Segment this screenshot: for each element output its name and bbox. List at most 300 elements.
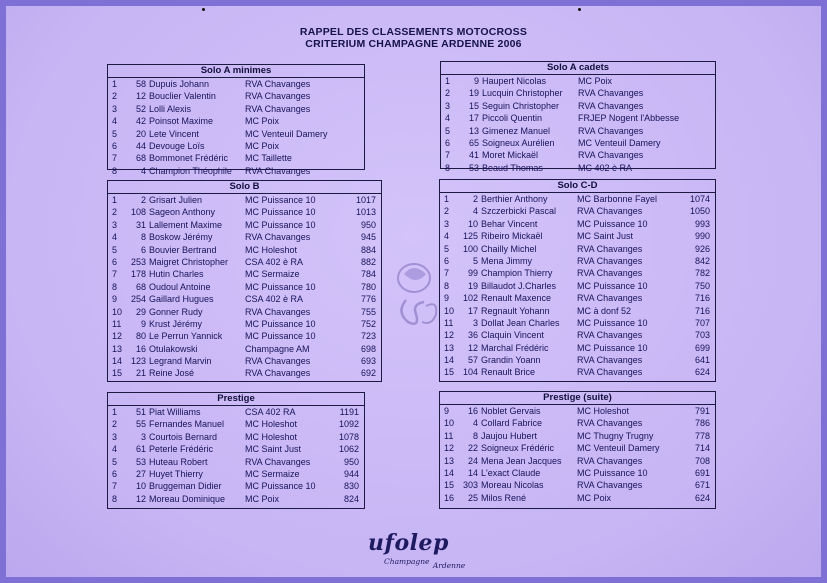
bib-number-cell: 51 — [135, 407, 146, 417]
rider-name-cell: Lolli Alexis — [149, 103, 192, 114]
points-cell: 945 — [360, 232, 376, 243]
table-row — [440, 467, 715, 479]
club-cell: MC Venteuil Damery — [245, 128, 328, 139]
table-row — [108, 468, 364, 480]
rider-name-cell: Collard Fabrice — [481, 418, 543, 429]
table-row — [440, 193, 715, 205]
points-cell: 1062 — [338, 444, 359, 455]
bib-number-cell: 102 — [462, 293, 478, 304]
table-row — [108, 456, 364, 468]
rank-cell: 7 — [112, 481, 118, 492]
rank-cell: 7 — [112, 269, 118, 280]
table-row — [441, 100, 715, 112]
rider-name-cell: Berthier Anthony — [481, 194, 548, 204]
club-cell: MC Sermaize — [245, 269, 300, 280]
points-cell: 1017 — [355, 195, 376, 205]
ufolep-logo-region — [384, 557, 466, 570]
rank-cell: 6 — [112, 468, 118, 479]
bib-number-cell: 42 — [135, 116, 146, 127]
bib-number-cell: 22 — [467, 443, 478, 454]
club-cell: RVA Chavanges — [578, 100, 644, 111]
rank-cell: 6 — [112, 256, 118, 267]
points-cell: 950 — [360, 219, 376, 230]
rank-cell: 4 — [444, 231, 450, 242]
rank-cell: 5 — [445, 125, 451, 136]
table-title: Solo A minimes — [108, 65, 364, 78]
points-cell: 723 — [360, 331, 376, 342]
table-row — [108, 244, 381, 256]
bib-number-cell: 5 — [472, 255, 478, 266]
bib-number-cell: 29 — [135, 306, 146, 317]
club-cell: RVA Chavanges — [245, 165, 311, 176]
bib-number-cell: 68 — [135, 153, 146, 164]
rank-cell: 9 — [444, 293, 450, 304]
club-cell: RVA Chavanges — [245, 356, 311, 367]
rank-cell: 6 — [444, 255, 450, 266]
table-row — [440, 455, 715, 467]
table-row — [440, 280, 715, 292]
rider-name-cell: Poinsot Maxime — [149, 116, 214, 127]
table-row — [441, 75, 715, 87]
rank-cell: 12 — [112, 331, 123, 342]
rider-name-cell: Piat Williams — [149, 407, 201, 417]
table-row — [108, 165, 364, 177]
points-cell: 624 — [694, 367, 710, 378]
bib-number-cell: 80 — [135, 331, 146, 342]
points-cell: 1050 — [689, 206, 710, 217]
club-cell: MC Holeshot — [245, 419, 298, 430]
table-row — [108, 115, 364, 127]
rider-name-cell: Peterle Frédéric — [149, 444, 214, 455]
club-cell: MC Taillette — [245, 153, 292, 164]
rider-name-cell: Krust Jérémy — [149, 318, 203, 329]
club-cell: MC Holeshot — [245, 244, 298, 255]
club-cell: RVA Chavanges — [577, 293, 643, 304]
rank-cell: 15 — [444, 367, 455, 378]
club-cell: RVA Chavanges — [245, 103, 311, 114]
rider-name-cell: Moreau Nicolas — [481, 480, 544, 491]
rank-cell: 13 — [112, 343, 123, 354]
table-row — [440, 267, 715, 279]
bib-number-cell: 104 — [462, 367, 478, 378]
table-row — [108, 355, 381, 367]
bib-number-cell: 10 — [467, 218, 478, 229]
rider-name-cell: Otulakowski — [149, 343, 198, 354]
table-row — [440, 243, 715, 255]
club-cell: RVA Chavanges — [577, 480, 643, 491]
rank-cell: 15 — [112, 368, 123, 379]
rank-cell: 3 — [112, 103, 118, 114]
rank-cell: 12 — [444, 330, 455, 341]
rank-cell: 1 — [444, 194, 450, 204]
rank-cell: 8 — [112, 281, 118, 292]
rider-name-cell: Le Perrun Yannick — [149, 331, 223, 342]
club-cell: MC Puissance 10 — [245, 331, 316, 342]
table-row — [440, 479, 715, 491]
table-row — [440, 430, 715, 442]
table-row — [440, 317, 715, 329]
rider-name-cell: Huteau Robert — [149, 456, 208, 467]
table-row — [440, 205, 715, 217]
table-prestige-suite — [439, 391, 716, 509]
table-row — [440, 230, 715, 242]
bib-number-cell: 254 — [130, 294, 146, 305]
club-cell: MC Thugny Trugny — [577, 430, 654, 441]
rank-cell: 8 — [112, 493, 118, 504]
bib-number-cell: 17 — [467, 305, 478, 316]
rank-cell: 5 — [112, 128, 118, 139]
bib-number-cell: 4 — [472, 206, 478, 217]
rank-cell: 1 — [112, 79, 118, 89]
rank-cell: 1 — [112, 407, 118, 417]
table-row — [440, 405, 715, 417]
table-solo-b — [107, 180, 382, 382]
scan-mark — [578, 8, 581, 11]
club-cell: MC Barbonne Fayel — [577, 194, 658, 204]
table-row — [108, 367, 381, 379]
table-row — [440, 492, 715, 504]
bib-number-cell: 57 — [467, 355, 478, 366]
bib-number-cell: 19 — [468, 88, 479, 99]
table-row — [108, 330, 381, 342]
rider-name-cell: Haupert Nicolas — [482, 76, 547, 86]
rider-name-cell: Dollat Jean Charles — [481, 317, 560, 328]
points-cell: 716 — [694, 293, 710, 304]
table-title: Prestige (suite) — [440, 392, 715, 405]
rider-name-cell: Ribeiro Mickaël — [481, 231, 543, 242]
rider-name-cell: Chailly Michel — [481, 243, 537, 254]
table-row — [108, 219, 381, 231]
bib-number-cell: 3 — [472, 317, 478, 328]
bib-number-cell: 31 — [135, 219, 146, 230]
rider-name-cell: Gimenez Manuel — [482, 125, 551, 136]
rank-cell: 2 — [112, 91, 118, 102]
rank-cell: 13 — [444, 455, 455, 466]
points-cell: 791 — [694, 406, 710, 416]
rider-name-cell: Behar Vincent — [481, 218, 538, 229]
rider-name-cell: Bouvier Bertrand — [149, 244, 217, 255]
club-cell: MC Puissance 10 — [577, 467, 648, 478]
points-cell: 944 — [343, 468, 359, 479]
rider-name-cell: Milos René — [481, 492, 527, 503]
club-cell: RVA Chavanges — [577, 243, 643, 254]
bib-number-cell: 8 — [140, 232, 146, 243]
points-cell: 884 — [360, 244, 376, 255]
club-cell: MC Venteuil Damery — [577, 443, 660, 454]
points-cell: 780 — [360, 281, 376, 292]
rider-name-cell: Regnault Yohann — [481, 305, 550, 316]
rank-cell: 7 — [445, 150, 451, 161]
rank-cell: 10 — [444, 418, 455, 429]
points-cell: 716 — [694, 305, 710, 316]
bib-number-cell: 99 — [467, 268, 478, 279]
club-cell: RVA Chavanges — [245, 368, 311, 379]
table-row — [441, 125, 715, 137]
rider-name-cell: Bruggeman Didier — [149, 481, 222, 492]
club-cell: MC Saint Just — [245, 444, 302, 455]
table-row — [441, 149, 715, 161]
points-cell: 926 — [694, 243, 710, 254]
rider-name-cell: Claquin Vincent — [481, 330, 544, 341]
bib-number-cell: 4 — [472, 418, 478, 429]
club-cell: CSA 402 è RA — [245, 294, 304, 305]
rider-name-cell: Grisart Julien — [149, 195, 203, 205]
club-cell: MC Sermaize — [245, 468, 300, 479]
table-title: Solo C-D — [440, 180, 715, 193]
table-row — [108, 152, 364, 164]
rider-name-cell: Dupuis Johann — [149, 79, 210, 89]
bib-number-cell: 123 — [130, 356, 146, 367]
table-title: Solo A cadets — [441, 62, 715, 75]
club-cell: RVA Chavanges — [245, 232, 311, 243]
document-title: RAPPEL DES CLASSEMENTS MOTOCROSS — [299, 26, 528, 38]
rider-name-cell: Sageon Anthony — [149, 207, 216, 218]
points-cell: 703 — [694, 330, 710, 341]
rank-cell: 2 — [445, 88, 451, 99]
points-cell: 641 — [694, 355, 710, 366]
rank-cell: 1 — [445, 76, 451, 86]
points-cell: 1074 — [689, 194, 710, 204]
table-row — [108, 103, 364, 115]
table-row — [108, 206, 381, 218]
table-row — [108, 90, 364, 102]
club-cell: MC Puissance 10 — [245, 481, 316, 492]
document-page — [6, 6, 821, 577]
rider-name-cell: Renault Brice — [481, 367, 536, 378]
rank-cell: 11 — [112, 318, 122, 329]
rider-name-cell: Maigret Christopher — [149, 256, 229, 267]
points-cell: 624 — [694, 492, 710, 503]
club-cell: MC Saint Just — [577, 231, 634, 242]
bib-number-cell: 6 — [140, 244, 146, 255]
watermark-emblem-icon — [386, 256, 456, 336]
rider-name-cell: Oudoul Antoine — [149, 281, 211, 292]
rank-cell: 6 — [112, 140, 118, 151]
table-row — [440, 354, 715, 366]
rider-name-cell: Reine José — [149, 368, 195, 379]
rank-cell: 8 — [444, 280, 450, 291]
points-cell: 699 — [694, 342, 710, 353]
club-cell: MC Puissance 10 — [245, 281, 316, 292]
rider-name-cell: Mena Jean Jacques — [481, 455, 562, 466]
rider-name-cell: Hutin Charles — [149, 269, 204, 280]
points-cell: 990 — [694, 231, 710, 242]
club-cell: RVA Chavanges — [245, 306, 311, 317]
points-cell: 882 — [360, 256, 376, 267]
rank-cell: 5 — [444, 243, 450, 254]
bib-number-cell: 4 — [140, 165, 146, 176]
rider-name-cell: Grandin Yoann — [481, 355, 541, 366]
points-cell: 693 — [360, 356, 376, 367]
rider-name-cell: Legrand Marvin — [149, 356, 212, 367]
table-row — [441, 162, 715, 174]
table-row — [440, 329, 715, 341]
bib-number-cell: 55 — [135, 419, 146, 430]
points-cell: 714 — [694, 443, 710, 454]
rider-name-cell: Courtois Bernard — [149, 431, 218, 442]
table-title: Prestige — [108, 393, 364, 406]
bib-number-cell: 61 — [135, 444, 146, 455]
rank-cell: 8 — [445, 162, 451, 173]
rider-name-cell: Gonner Rudy — [149, 306, 203, 317]
points-cell: 784 — [360, 269, 376, 280]
table-row — [440, 417, 715, 429]
rank-cell: 2 — [444, 206, 450, 217]
club-cell: RVA Chavanges — [245, 91, 311, 102]
club-cell: MC Puissance 10 — [577, 342, 648, 353]
rank-cell: 6 — [445, 137, 451, 148]
bib-number-cell: 9 — [140, 318, 146, 329]
club-cell: RVA Chavanges — [577, 355, 643, 366]
logo-sub-ardenne: Ardenne — [432, 561, 466, 570]
rank-cell: 11 — [444, 317, 454, 328]
points-cell: 824 — [343, 493, 359, 504]
bib-number-cell: 68 — [135, 281, 146, 292]
table-row — [108, 140, 364, 152]
rider-name-cell: Devouge Loïs — [149, 140, 205, 151]
table-row — [108, 256, 381, 268]
rider-name-cell: Lete Vincent — [149, 128, 199, 139]
rider-name-cell: Marchal Frédéric — [481, 342, 549, 353]
points-cell: 755 — [360, 306, 376, 317]
table-row — [108, 306, 381, 318]
scan-mark — [202, 8, 205, 11]
bib-number-cell: 52 — [135, 103, 146, 114]
club-cell: MC Puissance 10 — [245, 318, 316, 329]
bib-number-cell: 9 — [473, 76, 479, 86]
club-cell: RVA Chavanges — [577, 268, 643, 279]
table-row — [108, 293, 381, 305]
bib-number-cell: 15 — [468, 100, 479, 111]
club-cell: MC Venteuil Damery — [578, 137, 661, 148]
table-solo-a-cadets — [440, 61, 716, 173]
rank-cell: 8 — [112, 165, 118, 176]
club-cell: MC Puissance 10 — [577, 280, 648, 291]
bib-number-cell: 58 — [135, 79, 146, 89]
bib-number-cell: 10 — [135, 481, 146, 492]
points-cell: 1191 — [339, 407, 359, 417]
points-cell: 708 — [694, 455, 710, 466]
rank-cell: 4 — [112, 116, 118, 127]
rider-name-cell: Moreau Dominique — [149, 493, 226, 504]
rank-cell: 14 — [444, 467, 455, 478]
table-row — [108, 418, 364, 430]
points-cell: 786 — [694, 418, 710, 429]
rider-name-cell: Beaud Thomas — [482, 162, 543, 173]
bib-number-cell: 8 — [472, 430, 478, 441]
club-cell: MC Puissance 10 — [245, 219, 316, 230]
points-cell: 778 — [694, 430, 710, 441]
club-cell: MC Puissance 10 — [245, 207, 316, 218]
rank-cell: 1 — [112, 195, 118, 205]
club-cell: RVA Chavanges — [578, 150, 644, 161]
rank-cell: 4 — [112, 232, 118, 243]
bib-number-cell: 21 — [135, 368, 146, 379]
club-cell: RVA Chavanges — [577, 255, 643, 266]
table-row — [441, 112, 715, 124]
rider-name-cell: Boskow Jérémy — [149, 232, 213, 243]
club-cell: RVA Chavanges — [578, 88, 644, 99]
bib-number-cell: 17 — [468, 113, 479, 124]
table-solo-c-d — [439, 179, 716, 382]
club-cell: CSA 402 RA — [245, 407, 296, 417]
table-row — [440, 292, 715, 304]
club-cell: MC Puissance 10 — [577, 317, 648, 328]
table-row — [441, 87, 715, 99]
club-cell: RVA Chavanges — [245, 79, 311, 89]
points-cell: 950 — [343, 456, 359, 467]
rank-cell: 10 — [112, 306, 123, 317]
club-cell: MC Poix — [245, 493, 280, 504]
points-cell: 707 — [694, 317, 710, 328]
table-row — [108, 406, 364, 418]
bib-number-cell: 2 — [472, 194, 478, 204]
rank-cell: 2 — [112, 419, 118, 430]
bib-number-cell: 16 — [135, 343, 146, 354]
club-cell: MC Poix — [578, 76, 613, 86]
rank-cell: 3 — [444, 218, 450, 229]
club-cell: MC Puissance 10 — [577, 218, 648, 229]
table-prestige — [107, 392, 365, 509]
club-cell: RVA Chavanges — [577, 455, 643, 466]
rank-cell: 5 — [112, 244, 118, 255]
points-cell: 671 — [694, 480, 710, 491]
points-cell: 993 — [694, 218, 710, 229]
table-row — [440, 305, 715, 317]
bib-number-cell: 108 — [130, 207, 146, 218]
rank-cell: 11 — [444, 430, 454, 441]
rider-name-cell: Champion Théophile — [149, 165, 232, 176]
rank-cell: 3 — [445, 100, 451, 111]
rank-cell: 3 — [112, 219, 118, 230]
rank-cell: 12 — [444, 443, 455, 454]
rank-cell: 16 — [444, 492, 455, 503]
table-row — [108, 128, 364, 140]
club-cell: MC Puissance 10 — [245, 195, 316, 205]
bib-number-cell: 13 — [468, 125, 479, 136]
points-cell: 1092 — [338, 419, 359, 430]
club-cell: FRJEP Nogent l'Abbesse — [578, 113, 680, 124]
rider-name-cell: Fernandes Manuel — [149, 419, 225, 430]
points-cell: 698 — [360, 343, 376, 354]
table-row — [108, 431, 364, 443]
ufolep-logo: ufolep — [368, 530, 449, 556]
table-row — [440, 442, 715, 454]
table-row — [108, 281, 381, 293]
table-row — [108, 194, 381, 206]
rank-cell: 14 — [112, 356, 123, 367]
bib-number-cell: 303 — [462, 480, 478, 491]
rider-name-cell: Lucquin Christopher — [482, 88, 563, 99]
logo-sub-champagne: Champagne — [384, 557, 430, 566]
rider-name-cell: Soigneux Frédéric — [481, 443, 555, 454]
table-row — [440, 218, 715, 230]
bib-number-cell: 65 — [468, 137, 479, 148]
club-cell: RVA Chavanges — [577, 418, 643, 429]
club-cell: Champagne AM — [245, 343, 310, 354]
document-subtitle: CRITERIUM CHAMPAGNE ARDENNE 2006 — [305, 38, 522, 50]
rank-cell: 5 — [112, 456, 118, 467]
rider-name-cell: Billaudot J.Charles — [481, 280, 557, 291]
rider-name-cell: Renault Maxence — [481, 293, 552, 304]
rider-name-cell: Soigneux Aurélien — [482, 137, 555, 148]
rider-name-cell: Gaillard Hugues — [149, 294, 214, 305]
club-cell: RVA Chavanges — [577, 367, 643, 378]
points-cell: 842 — [694, 255, 710, 266]
bib-number-cell: 41 — [468, 150, 479, 161]
rank-cell: 4 — [445, 113, 451, 124]
rank-cell: 14 — [444, 355, 455, 366]
